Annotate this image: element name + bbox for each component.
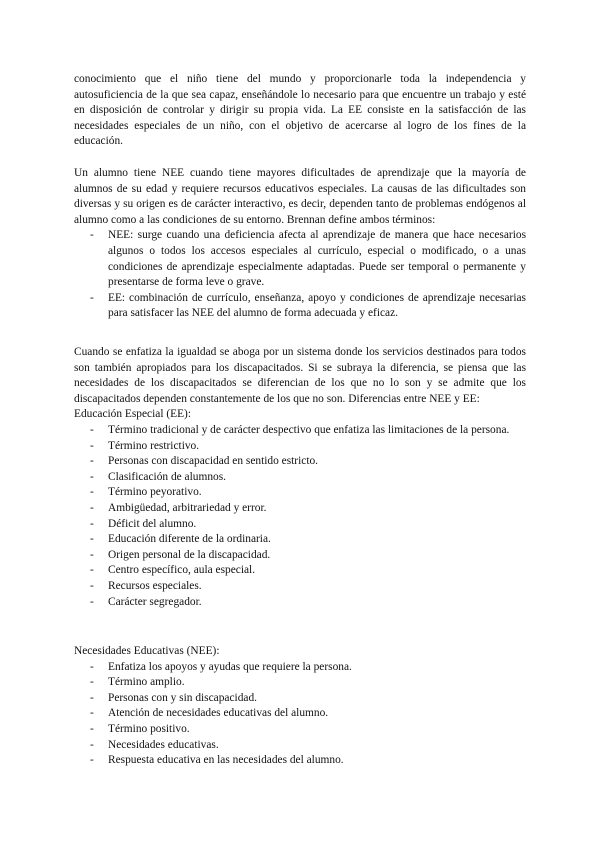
list-item: - EE: combinación de currículo, enseñanza, apoyo y condiciones de aprendizaje necesarias para satisfacer las NEE del alumno de forma adecuada y eficaz. [74,291,526,322]
list-item: - Término tradicional y de carácter despectivo que enfatiza las limitaciones de la persona. [74,423,526,439]
list-item: - Personas con y sin discapacidad. [74,691,526,707]
list-item: - Educación diferente de la ordinaria. [74,532,526,548]
list-item: - Carácter segregador. [74,595,526,611]
list-item: - Déficit del alumno. [74,517,526,533]
list-item: - Término amplio. [74,675,526,691]
section-nee-definition [74,166,526,322]
list-item: - NEE: surge cuando una deficiencia afecta al aprendizaje de manera que hace necesarios algunos o todos los accesos especiales al currículo, especial o modificado, o a unas condiciones de aprendizaje especialmente adaptadas. Puede ser temporal o permanente y presentarse de forma leve o grave. [74,228,526,290]
paragraph-intro: conocimiento que el niño tiene del mundo y proporcionarle toda la independencia y autosuficiencia de la que sea capaz, enseñándole lo necesario para que encuentre un trabajo y esté en disposición de controlar y dirigir su propia vida. La EE consiste en la satisfacción de las necesidades especiales de un niño, con el objetivo de acercarse al logro de los fines de la educación. [74,73,526,148]
nee-list [74,660,526,769]
list-item: - Término positivo. [74,722,526,738]
list-item: - Enfatiza los apoyos y ayudas que requiere la persona. [74,660,526,676]
paragraph-nee: Un alumno tiene NEE cuando tiene mayores dificultades de aprendizaje que la mayoría de alumnos de su edad y requiere recursos educativos especiales. La causas de las dificultades son diversas y su origen es de carácter interactivo, es decir, dependen tanto de problemas endógenos al alumno como a las condiciones de su entorno. Brennan define ambos términos: [74,167,526,226]
list-item: - Centro específico, aula especial. [74,563,526,579]
paragraph-differences: Cuando se enfatiza la igualdad se aboga por un sistema donde los servicios destinados para todos son también apropiados para los discapacitados. Si se subraya la diferencia, se piensa que las necesidades de los discapacitados se diferencian de los que no lo son y se admite que los discapacitados dependen constantemente de los que no son. Diferencias entre NEE y EE: [74,346,526,405]
list-item: - Atención de necesidades educativas del alumno. [74,706,526,722]
list-item: - Clasificación de alumnos. [74,470,526,486]
list-item: - Ambigüedad, arbitrariedad y error. [74,501,526,517]
list-item: - Recursos especiales. [74,579,526,595]
list-item: - Origen personal de la discapacidad. [74,548,526,564]
section-nee-list [74,644,526,769]
definitions-list [74,228,526,322]
list-item: - Término peyorativo. [74,485,526,501]
nee-heading: Necesidades Educativas (NEE): [74,645,220,657]
ee-heading: Educación Especial (EE): [74,408,192,421]
list-item: - Respuesta educativa en las necesidades del alumno. [74,753,526,769]
list-item: - Personas con discapacidad en sentido estricto. [74,454,526,470]
list-item: - Término restrictivo. [74,439,526,455]
ee-list [74,423,526,610]
list-item: - Necesidades educativas. [74,738,526,754]
section-differences [74,345,526,610]
